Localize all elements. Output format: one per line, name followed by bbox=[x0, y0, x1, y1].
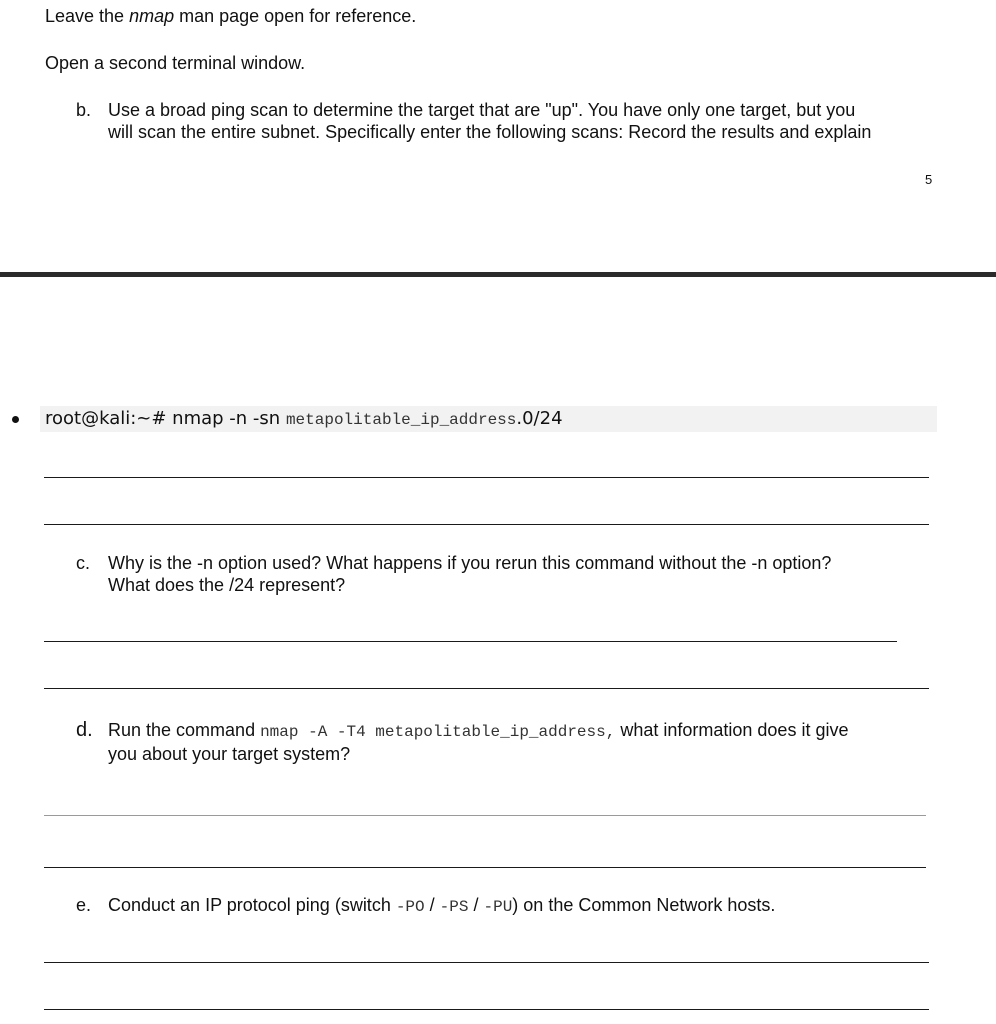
item-d-marker: d. bbox=[76, 719, 93, 741]
answer-line-c-1 bbox=[44, 641, 897, 642]
item-b-line-1: Use a broad ping scan to determine the target that are "up". You have only one target, but you bbox=[108, 100, 856, 120]
answer-line-e-1 bbox=[44, 962, 929, 963]
command-suffix: .0/24 bbox=[516, 408, 563, 429]
item-e-text-after: ) on the Common Network hosts. bbox=[512, 895, 776, 915]
intro-line-1-prefix: Leave the bbox=[45, 6, 130, 26]
item-c-line-2: What does the /24 represent? bbox=[108, 575, 346, 595]
item-b-line-2: will scan the entire subnet. Specifically enter the following scans: Record the results and explain bbox=[108, 122, 872, 142]
item-e-switch-po: -PO bbox=[395, 898, 425, 916]
answer-line-b-1 bbox=[44, 477, 929, 478]
item-d-line-2: you about your target system? bbox=[108, 744, 351, 764]
item-b-marker: b. bbox=[76, 100, 92, 120]
item-d-line-1 bbox=[108, 719, 848, 743]
item-e-marker: e. bbox=[76, 895, 92, 915]
command-placeholder: metapolitable_ip_address bbox=[285, 411, 517, 429]
item-e-switch-pu: -PU bbox=[483, 898, 513, 916]
item-e-separator-2: / bbox=[468, 895, 484, 915]
command-line-b bbox=[45, 408, 563, 431]
answer-line-d-1 bbox=[44, 815, 926, 816]
bullet-icon bbox=[12, 416, 19, 423]
intro-line-1-suffix: man page open for reference. bbox=[174, 6, 417, 26]
item-e-text-before: Conduct an IP protocol ping (switch bbox=[108, 895, 396, 915]
item-e-switch-ps: -PS bbox=[439, 898, 469, 916]
item-c-marker: c. bbox=[76, 553, 91, 573]
item-d-command: nmap -A -T4 metapolitable_ip_address, bbox=[260, 723, 616, 741]
intro-line-1-emphasis: nmap bbox=[129, 6, 175, 26]
answer-line-b-2 bbox=[44, 524, 929, 525]
item-e-separator-1: / bbox=[424, 895, 440, 915]
item-c-line-1: Why is the -n option used? What happens if you rerun this command without the -n option? bbox=[108, 553, 832, 573]
item-e-line-1 bbox=[108, 894, 775, 918]
intro-line-1 bbox=[45, 5, 416, 27]
command-prompt: root@kali:~# nmap -n -sn bbox=[45, 408, 286, 429]
item-d-text-before: Run the command bbox=[108, 720, 261, 740]
answer-line-d-2 bbox=[44, 867, 926, 868]
intro-line-2: Open a second terminal window. bbox=[45, 53, 306, 73]
page-break-divider bbox=[0, 272, 996, 277]
page-number: 5 bbox=[925, 172, 933, 187]
item-d-text-after: what information does it give bbox=[615, 720, 849, 740]
answer-line-c-2 bbox=[44, 688, 929, 689]
answer-line-e-2 bbox=[44, 1009, 929, 1010]
